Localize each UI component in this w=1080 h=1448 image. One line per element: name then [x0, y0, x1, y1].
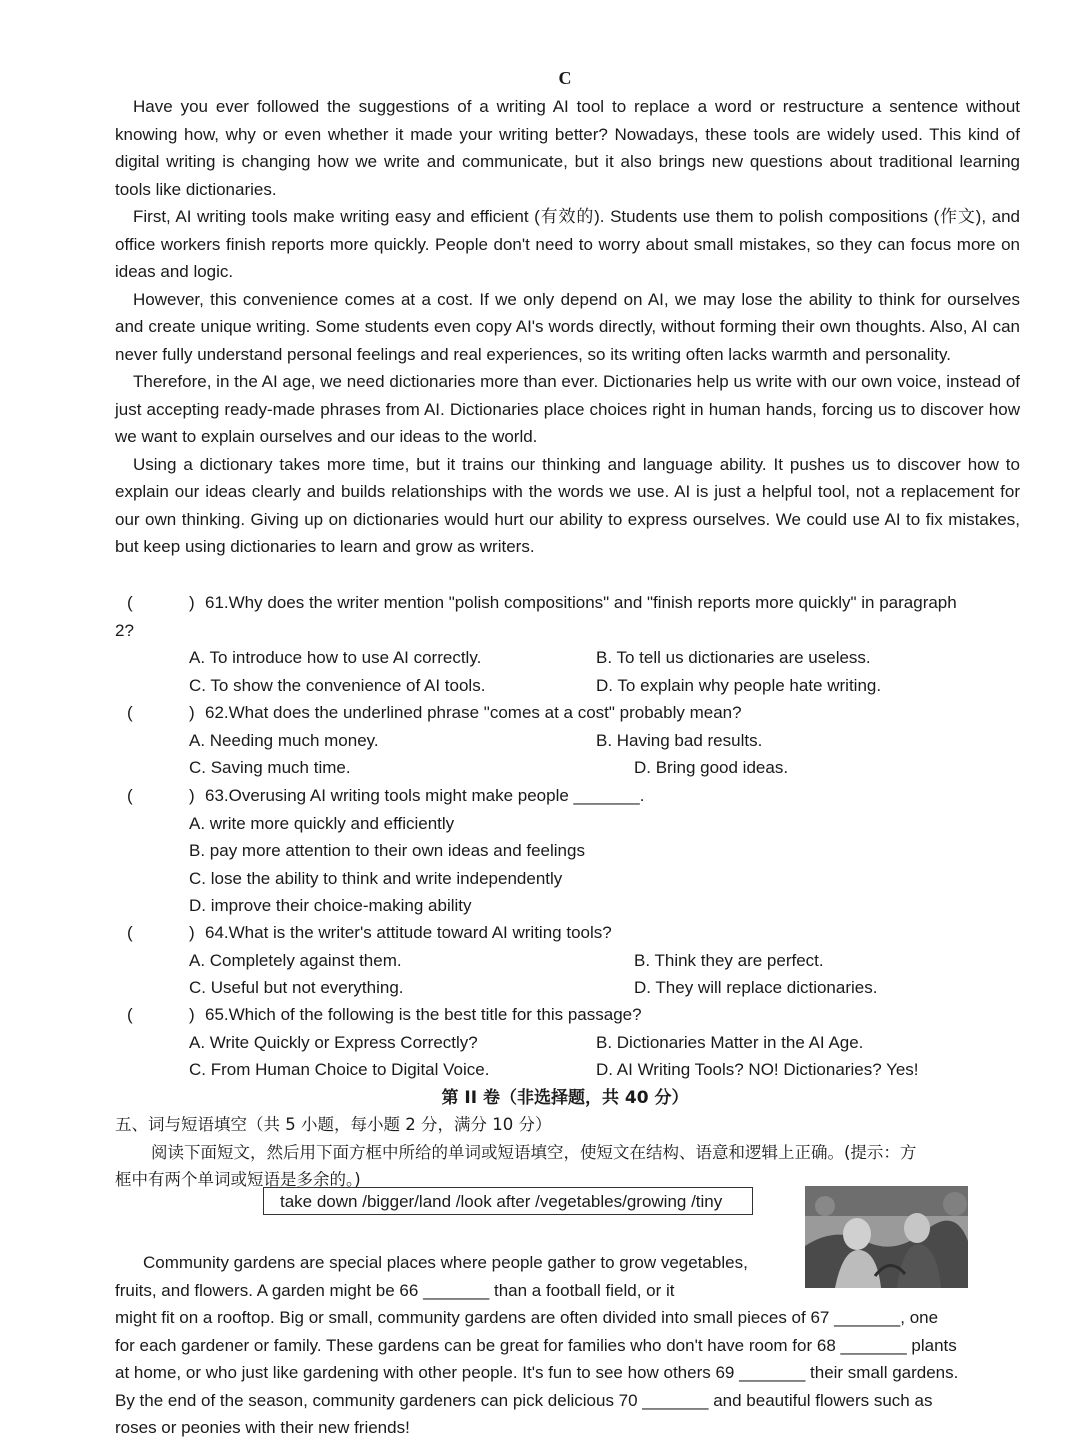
answer-paren-open: (: [127, 703, 133, 722]
cloze-line-5: at home, or who just like gardening with other people. It's fun to see how others 69 _______ their small gardens.: [115, 1363, 959, 1382]
passage-paragraph-1: Have you ever followed the suggestions of a writing AI tool to replace a word or restructure a sentence without knowing how, why or even whether it made your writing better? Nowadays, these tools are widely used. This kind of digital writing is changing how we write and communicate, but it also brings new questions about traditional learning tools like dictionaries.: [115, 97, 1020, 199]
answer-paren-close: ): [189, 1005, 195, 1024]
answer-paren-close: ): [189, 593, 195, 612]
option-d: D. Bring good ideas.: [634, 758, 789, 777]
cloze-line-3: might fit on a rooftop. Big or small, community gardens are often divided into small pieces of 67 _______, one: [115, 1308, 939, 1327]
option-c: C. lose the ability to think and write independently: [189, 868, 563, 888]
answer-paren-close: ): [189, 703, 195, 722]
answer-paren-close: ): [189, 786, 195, 805]
part-five-header: [115, 1111, 1020, 1194]
option-c: C. To show the convenience of AI tools.: [189, 675, 486, 695]
question-stem: 61.Why does the writer mention "polish compositions" and "finish reports more quickly" in paragraph: [205, 593, 957, 612]
answer-paren-open: (: [127, 923, 133, 942]
option-b: B. Dictionaries Matter in the AI Age.: [596, 1032, 864, 1052]
answer-paren-open: (: [127, 593, 133, 612]
option-d: D. improve their choice-making ability: [189, 896, 472, 915]
option-c: C. Saving much time.: [189, 758, 351, 777]
instructions-line-1: 阅读下面短文，然后用下面方框中所给的单词或短语填空，使短文在结构、语意和逻辑上正确。(提示：方: [151, 1142, 917, 1162]
cloze-line-4: for each gardener or family. These gardens can be great for families who don't have room for 68 _______ plants: [115, 1335, 957, 1355]
part-ii-title: 第 II 卷（非选择题，共 40 分）: [441, 1088, 689, 1108]
option-a: A. Needing much money.: [189, 730, 379, 750]
word-box: take down /bigger/land /look after /vegetables/growing /tiny: [263, 1187, 753, 1215]
cloze-line-2: fruits, and flowers. A garden might be 66 _______ than a football field, or it: [115, 1280, 675, 1300]
answer-paren-open: (: [127, 786, 133, 805]
question-stem: 62.What does the underlined phrase "comes at a cost" probably mean?: [205, 703, 742, 722]
question-65: [115, 1001, 1020, 1084]
option-b: B. To tell us dictionaries are useless.: [596, 648, 871, 667]
option-a: A. To introduce how to use AI correctly.: [189, 648, 482, 667]
passage-paragraph-4: Therefore, in the AI age, we need dictionaries more than ever. Dictionaries help us write with our own voice, instead of just accepting ready-made phrases from AI. Dictionaries place choices right in human hands, forcing us to discover how we want to explain ourselves and our ideas to the world.: [115, 372, 1020, 446]
cloze-passage: [115, 1249, 1020, 1442]
option-b: B. Think they are perfect.: [634, 950, 824, 970]
passage-paragraph-5: Using a dictionary takes more time, but it trains our thinking and language ability. It pushes us to discover how to explain our ideas clearly and builds relationships with the words we use. AI is just a helpful tool, not a replacement for our own thinking. Giving up on dictionaries would hurt our ability to express ourselves. We could use AI to fix mistakes, but keep using dictionaries to learn and grow as writers.: [115, 454, 1020, 556]
option-a: A. Write Quickly or Express Correctly?: [189, 1032, 478, 1052]
passage-paragraph-2: First, AI writing tools make writing easy and efficient (有效的). Students use them to polish compositions (作文), and office workers finish reports more quickly. People don't need to worry about small mistakes, so they can focus more on ideas and logic.: [115, 207, 1020, 281]
question-stem: 64.What is the writer's attitude toward AI writing tools?: [205, 923, 612, 942]
instructions-line-2: 框中有两个单词或短语是多余的。): [115, 1170, 361, 1189]
question-62: [115, 699, 1020, 782]
question-63: [115, 782, 1020, 920]
option-d: D. To explain why people hate writing.: [596, 675, 882, 695]
option-d: D. AI Writing Tools? NO! Dictionaries? Yes!: [596, 1060, 919, 1079]
cloze-line-1: Community gardens are special places where people gather to grow vegetables,: [143, 1253, 748, 1272]
section-heading: C: [558, 68, 572, 88]
cloze-line-7: roses or peonies with their new friends!: [115, 1418, 410, 1437]
question-stem-cont: 2?: [115, 620, 134, 640]
answer-paren-close: ): [189, 923, 195, 942]
answer-paren-open: (: [127, 1005, 133, 1024]
option-c: C. From Human Choice to Digital Voice.: [189, 1060, 490, 1079]
option-b: B. pay more attention to their own ideas and feelings: [189, 841, 585, 860]
question-64: [115, 919, 1020, 1002]
option-a: A. write more quickly and efficiently: [189, 813, 455, 833]
option-d: D. They will replace dictionaries.: [634, 978, 878, 997]
option-c: C. Useful but not everything.: [189, 978, 404, 997]
question-stem: 65.Which of the following is the best title for this passage?: [205, 1005, 642, 1024]
passage-paragraph-3: However, this convenience comes at a cost. If we only depend on AI, we may lose the ability to think for ourselves and create unique writing. Some students even copy AI's words directly, without forming their own thoughts. Also, AI can never fully understand personal feelings and real experiences, so its writing often lacks warmth and personality.: [115, 289, 1020, 364]
option-b: B. Having bad results.: [596, 730, 763, 750]
part-five-title: 五、词与短语填空（共 5 小题，每小题 2 分，满分 10 分）: [115, 1115, 552, 1134]
cloze-line-6: By the end of the season, community gardeners can pick delicious 70 _______ and beautiful flowers such as: [115, 1390, 933, 1410]
reading-passage: [115, 93, 1020, 561]
option-a: A. Completely against them.: [189, 950, 402, 970]
question-61: [115, 589, 1020, 699]
question-stem: 63.Overusing AI writing tools might make people _______.: [205, 786, 645, 805]
